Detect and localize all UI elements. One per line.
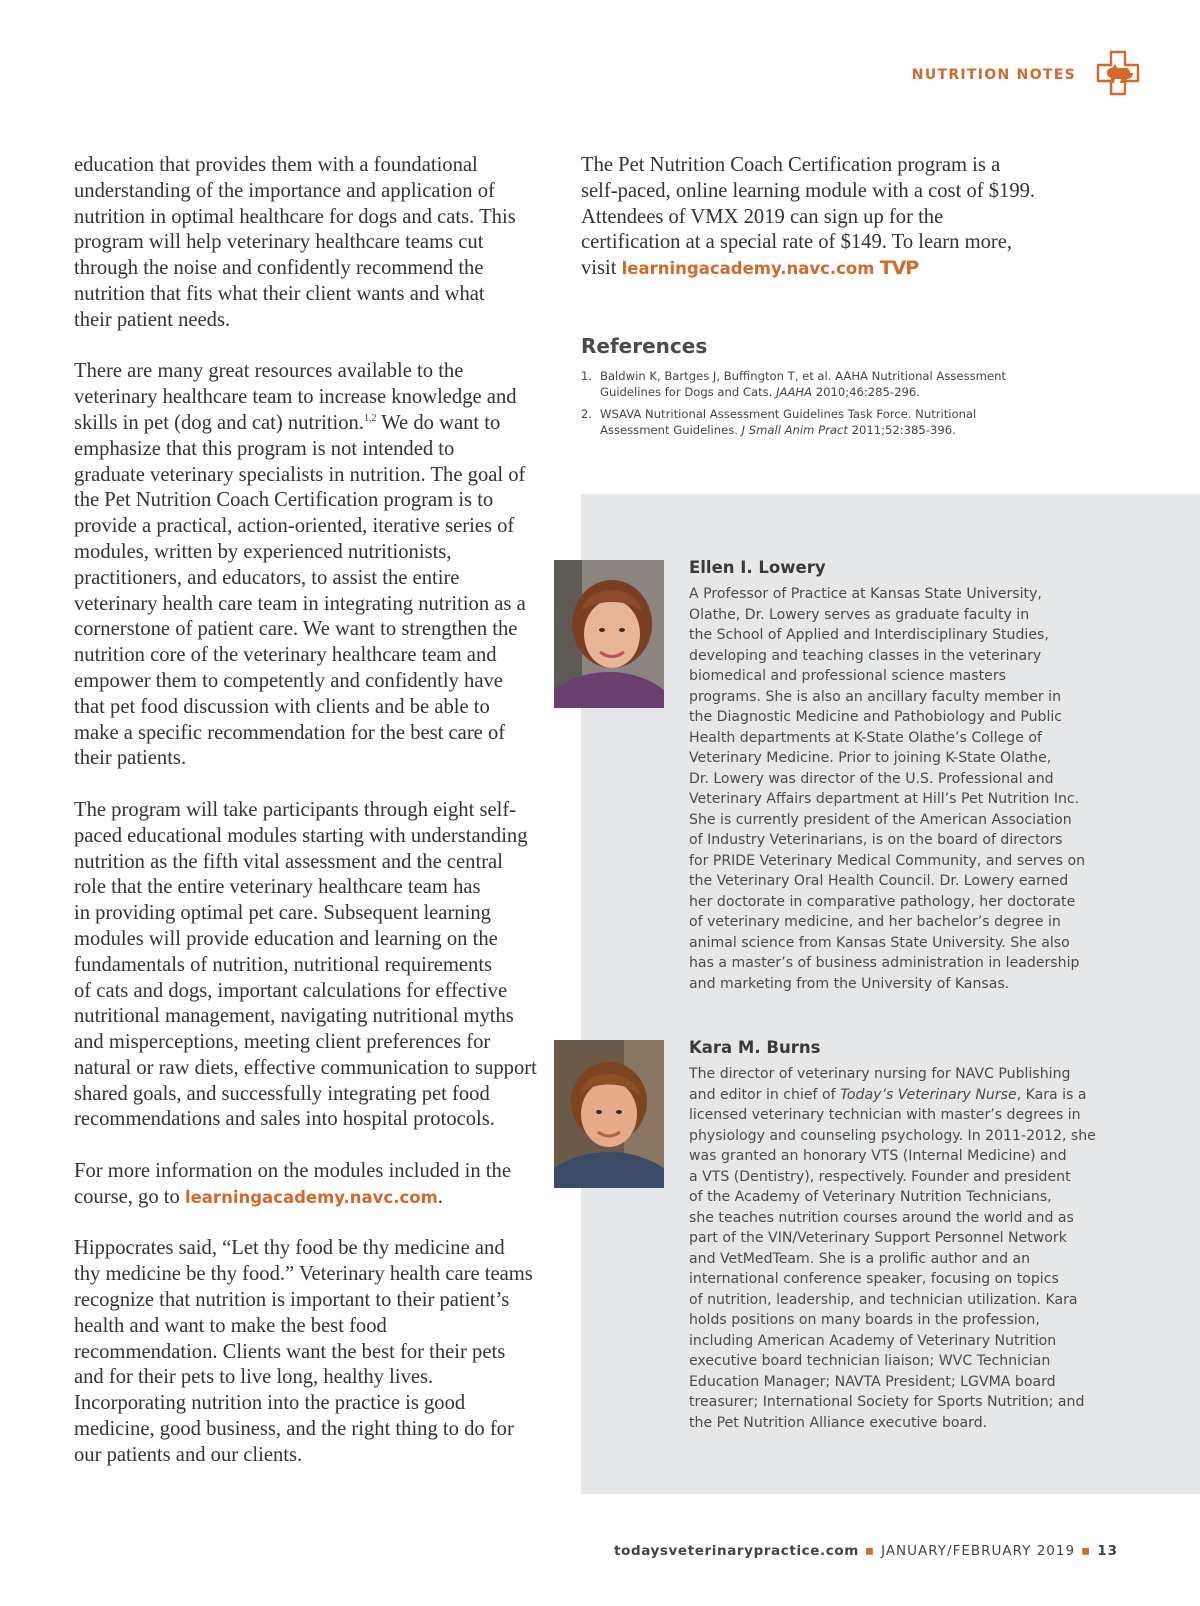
medical-cross-pet-icon	[1096, 50, 1140, 96]
learning-academy-link[interactable]: learningacademy.navc.com	[184, 1187, 438, 1207]
citation-superscript: 1,2	[363, 413, 377, 425]
paragraph-4: For more information on the modules included in the course, go to learningacademy.navc.com.	[74, 1160, 511, 1208]
page-number: 13	[1097, 1543, 1118, 1559]
author-name-burns: Kara M. Burns	[689, 1038, 821, 1057]
paragraph-2: There are many great resources available to the veterinary healthcare team to increase knowledge and skills in pet (dog and cat) nutrition.$^{1,2}$ We do want to emphasize that this program is not intended to graduate veterinary specialists in nutrition. The goal of the Pet Nutrition Coach Certification program is to provide a practical, action-oriented, iterative series of modules, written by experienced nutritionists, practitioners, and educators, to assist the entire veterinary health care team in integrating nutrition as a cornerstone of patient care. We want to strengthen the nutrition core of the veterinary healthcare team and empower them to competently and confidently have that pet food discussion with clients and be able to make a specific recommendation for the best care of their patients.	[74, 360, 526, 770]
author-photo-burns	[554, 1040, 664, 1188]
reference-item: 1. Baldwin K, Bartges J, Buffington T, et al. AAHA Nutritional Assessment Guidelines for Dogs and Cats. JAAHA 2010;46:285-296.	[581, 369, 1006, 399]
footer-separator: ▪	[1081, 1543, 1092, 1559]
author-name-lowery: Ellen I. Lowery	[689, 558, 826, 577]
tvp-end-mark: TVP	[879, 257, 919, 280]
author-bio-lowery: A Professor of Practice at Kansas State University, Olathe, Dr. Lowery serves as graduate faculty in the School of Applied and Interdisciplinary Studies, developing and teaching classes in the veterinary biomedical and professional science masters programs. She is also an ancillary faculty member in the Diagnostic Medicine and Pathobiology and Public Health departments at K-State Olathe’s College of Veterinary Medicine. Prior to joining K-State Olathe, Dr. Lowery was director of the U.S. Professional and Veterinary Affairs department at Hill’s Pet Nutrition Inc. She is currently president of the American Association of Industry Veterinarians, is on the board of directors for PRIDE Veterinary Medical Community, and serves on the Veterinary Oral Health Council. Dr. Lowery earned her doctorate in comparative pathology, her doctorate of veterinary medicine, and her bachelor’s degree in animal science from Kansas State University. She also has a master’s of business administration in leadership and marketing from the University of Kansas.	[689, 586, 1086, 992]
learning-academy-link-2[interactable]: learningacademy.navc.com	[621, 259, 875, 279]
certification-paragraph: The Pet Nutrition Coach Certification program is a self-paced, online learning module with a cost of $199. Attendees of VMX 2019 can sign up for the certification at a special rate of $149. To learn more, visit learningacademy.navc.com TVP	[581, 154, 1036, 280]
footer-issue: JANUARY/FEBRUARY 2019	[881, 1543, 1076, 1559]
paragraph-3: The program will take participants through eight self- paced educational modules starting with understanding nutrition as the fifth vital assessment and the central role that the entire veterinary healthcare team has in providing optimal pet care. Subsequent learning modules will provide education and learning on the fundamentals of nutrition, nutritional requirements of cats and dogs, important calculations for effective nutritional management, navigating nutritional myths and misperceptions, meeting client preferences for natural or raw diets, effective communication to support shared goals, and successfully integrating pet food recommendations and sales into hospital protocols.	[74, 798, 537, 1131]
references-heading: References	[581, 334, 708, 358]
author-photo-lowery	[554, 560, 664, 708]
reference-item: 2. WSAVA Nutritional Assessment Guidelines Task Force. Nutritional Assessment Guidelines. J Small Anim Pract 2011;52:385-396.	[581, 407, 977, 437]
references-list	[581, 368, 1061, 444]
footer-separator: ▪	[864, 1543, 876, 1559]
author-bio-burns: The director of veterinary nursing for NAVC Publishing and editor in chief of Today’s Veterinary Nurse, Kara is a licensed veterinary technician with master’s degrees in physiology and counseling psychology. In 2011-2012, she was granted an honorary VTS (Internal Medicine) and a VTS (Dentistry), respectively. Founder and president of the Academy of Veterinary Nutrition Technicians, she teaches nutrition courses around the world and as part of the VIN/Veterinary Support Personnel Network and VetMedTeam. She is a prolific author and an international conference speaker, focusing on topics of nutrition, leadership, and technician utilization. Kara holds positions on many boards in the profession, including American Academy of Veterinary Nutrition executive board technician liaison; WVC Technician Education Manager; NAVTA President; LGVMA board treasurer; International Society for Sports Nutrition; and the Pet Nutrition Alliance executive board.	[689, 1066, 1096, 1431]
paragraph-1: education that provides them with a foundational understanding of the importance and application of nutrition in optimal healthcare for dogs and cats. This program will help veterinary healthcare teams cut through the noise and confidently recommend the nutrition that fits what their client wants and what their patient needs.	[74, 154, 516, 331]
page-footer	[500, 1543, 1118, 1559]
section-label: NUTRITION NOTES	[911, 67, 1076, 83]
article-left-column	[74, 153, 537, 1494]
paragraph-5: Hippocrates said, “Let thy food be thy medicine and thy medicine be thy food.” Veterinary health care teams recognize that nutrition is important to their patient’s health and want to make the best food recommendation. Clients want the best for their pets and for their pets to live long, healthy lives. Incorporating nutrition into the practice is good medicine, good business, and the right thing to do for our patients and our clients.	[74, 1237, 533, 1466]
footer-site[interactable]: todaysveterinarypractice.com	[614, 1543, 859, 1559]
